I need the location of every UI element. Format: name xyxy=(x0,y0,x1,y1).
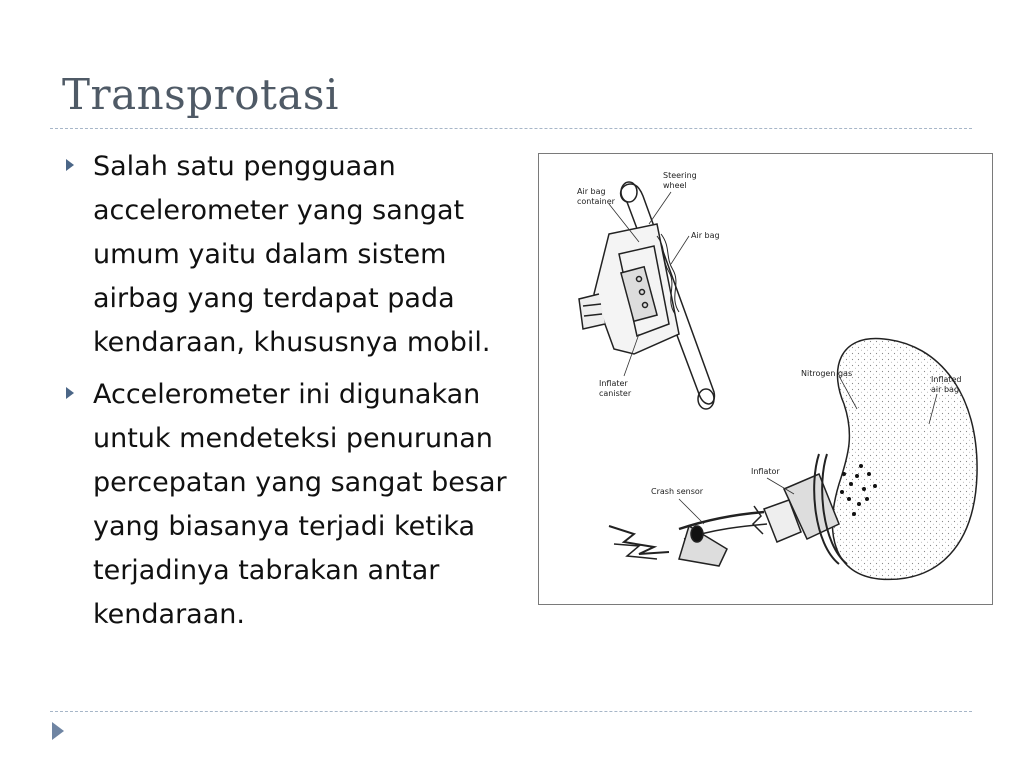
label-inflator-canister: Inflater xyxy=(599,379,628,388)
triangle-right-icon xyxy=(66,159,74,171)
label-air-bag-container: Air bag xyxy=(577,187,606,196)
label-steering-wheel-2: wheel xyxy=(663,181,687,190)
label-air-bag-container-2: container xyxy=(577,197,615,206)
label-air-bag: Air bag xyxy=(691,231,720,240)
bullet-text: Salah satu pengguaan accelerometer yang sangat umum yaitu dalam sistem airbag yang terdapat pada kendaraan, khususnya mobil. xyxy=(93,151,491,358)
label-steering-wheel: Steering xyxy=(663,171,697,180)
bullet-item xyxy=(60,145,535,365)
steering-wheel-assembly xyxy=(579,182,714,409)
label-inflated-air-bag: Inflated xyxy=(931,375,962,384)
airbag-illustration xyxy=(539,154,992,604)
bullet-list xyxy=(60,145,535,645)
label-nitrogen-gas: Nitrogen gas xyxy=(801,369,853,378)
label-inflator: Inflator xyxy=(751,467,780,476)
airbag-diagram xyxy=(538,153,993,605)
page-title: Transprotasi xyxy=(62,70,339,119)
label-crash-sensor: Crash sensor xyxy=(651,487,704,496)
next-slide-icon[interactable] xyxy=(52,722,64,740)
top-divider xyxy=(50,128,972,129)
bullet-text: Accelerometer ini digunakan untuk mendeteksi penurunan percepatan yang sangat besar yang biasanya terjadi ketika terjadinya tabrakan antar kendaraan. xyxy=(93,379,507,630)
triangle-right-icon xyxy=(66,387,74,399)
bottom-divider xyxy=(50,711,972,712)
label-inflator-canister-2: canister xyxy=(599,389,632,398)
label-inflated-air-bag-2: air bag xyxy=(931,385,960,394)
crash-sensor-unit xyxy=(609,506,767,566)
bullet-item xyxy=(60,373,535,637)
